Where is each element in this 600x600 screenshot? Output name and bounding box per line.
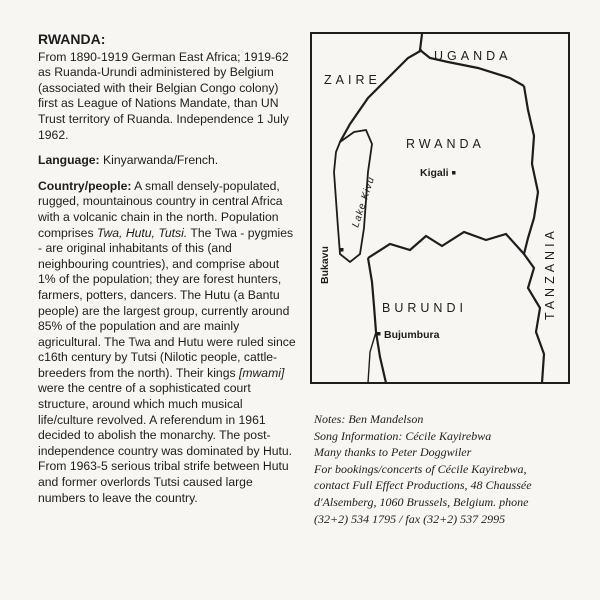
mwami-term: [mwami] (238, 365, 285, 380)
burundi-zaire-border (368, 258, 386, 383)
country-text-1: A small densely-populated, rugged, mountainous country in central Africa with a volcanic chain in the north. Population comprises (38, 178, 283, 240)
country-text-3: were the centre of a sophisticated court structure, around which much musical life/culture revolved. A referendum in 1961 decided to abolish the monarchy. The post-independence country was dominated by Hutu. From 1963-5 serious tribal strife between Hutu and former overlords Tutsi caused large numbers to leave the country. (38, 381, 293, 505)
text-column (38, 32, 300, 516)
tanzania-border (524, 86, 544, 383)
kigali-label: Kigali (420, 167, 449, 179)
rwanda-label: RWANDA (406, 137, 485, 151)
notes-line: Notes: Ben Mandelson (314, 412, 424, 426)
peoples-list: Twa, Hutu, Tutsi. (96, 225, 188, 240)
language-value: Kinyarwanda/French. (99, 153, 219, 168)
rwanda-burundi-border (368, 232, 524, 258)
burundi-label: BURUNDI (382, 301, 467, 315)
language-paragraph (38, 153, 300, 169)
lake-tanganyika-shore (368, 332, 376, 383)
bukavu-label: Bukavu (319, 246, 331, 284)
rwanda-map (310, 32, 570, 384)
notes-line: (32+2) 534 1795 / fax (32+2) 537 2995 (314, 511, 506, 526)
lake-kivu-label: Lake Kivu (350, 175, 378, 229)
notes-line: Many thanks to Peter Doggwiler (314, 445, 472, 460)
country-people-paragraph (38, 179, 300, 506)
tanzania-label: TANZANIA (543, 227, 557, 320)
notes-line: Song Information: Cécile Kayirebwa (314, 428, 492, 443)
credits-notes (314, 411, 574, 527)
uganda-label: UGANDA (434, 49, 512, 63)
country-title: RWANDA: (38, 31, 106, 47)
notes-line: d'Alsemberg, 1060 Brussels, Belgium. phone (314, 494, 529, 509)
history-paragraph: From 1890-1919 German East Africa; 1919-62 as Ruanda-Urundi administered by Belgium (associated with their Belgian Congo colony) first as League of Nations Mandate, than UN Trust territory of Ruanda. Independence 1 July 1962. (38, 49, 289, 142)
bukavu-marker (340, 248, 344, 252)
zaire-rwanda-border (340, 50, 422, 142)
map-svg (310, 32, 570, 384)
kigali-marker (452, 171, 456, 175)
notes-line: contact Full Effect Productions, 48 Chaussée (314, 478, 532, 493)
bujumbura-label: Bujumbura (384, 329, 440, 341)
bujumbura-marker (377, 332, 381, 336)
country-people-label: Country/people: (38, 178, 132, 193)
notes-line: For bookings/concerts of Cécile Kayirebwa, (314, 461, 527, 476)
zaire-label: ZAIRE (324, 73, 381, 87)
language-label: Language: (38, 153, 100, 168)
country-text-2: The Twa - pygmies - are original inhabitants of this (and neighbouring countries), and comprise about 1% of the population; they are forest hunters, farmers, potters, dancers. The Hutu (a Bantu people) are the largest group, currently around 85% of the population and are mainly agricultural. The Twa and Hutu were ruled since c16th century by Tutsi (Nilotic people, cattle-breeders from the north). Their kings (38, 225, 296, 380)
